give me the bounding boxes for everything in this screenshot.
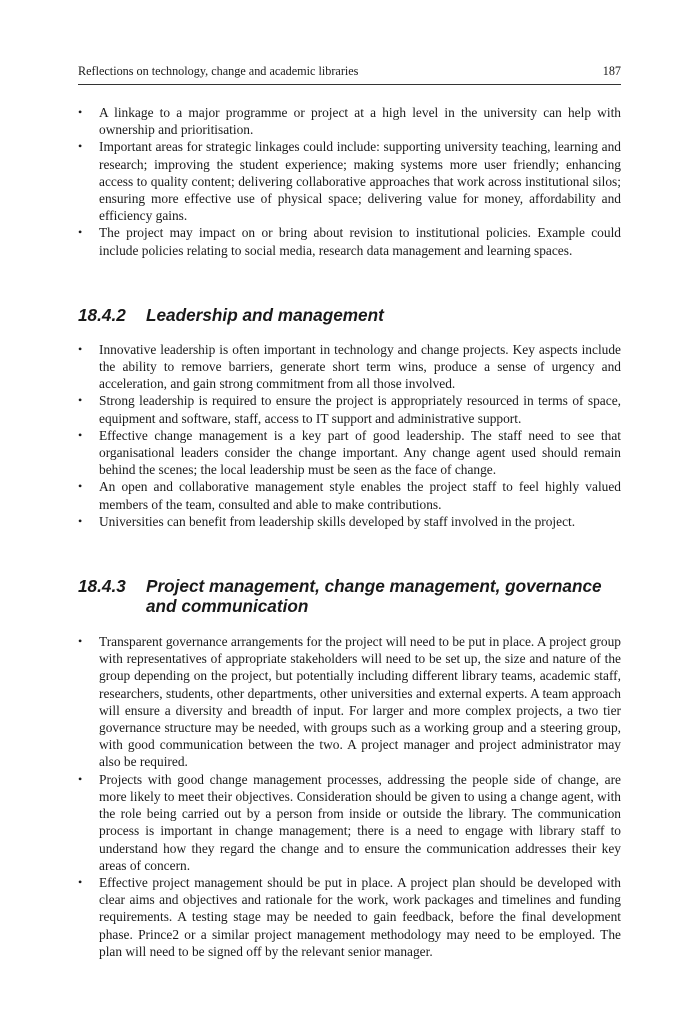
list-item: • The project may impact on or bring about revision to institutional policies. Example could include policies relating to social media, research data management and learning spaces. bbox=[78, 224, 621, 258]
section-number: 18.4.3 bbox=[78, 576, 126, 597]
list-item: • Effective project management should be put in place. A project plan should be developed with clear aims and objectives and rationale for the work, work packages and timelines and funding requirements. A testing stage may be needed to gain feedback, before the final development phase. Prince2 or a similar project management methodology may need to be employed. The plan will need to be signed off by the relevant senior manager. bbox=[78, 874, 621, 960]
section-number: 18.4.2 bbox=[78, 304, 126, 325]
section-heading-leadership bbox=[78, 305, 621, 325]
section-heading-project-management bbox=[78, 576, 621, 616]
list-item: • Transparent governance arrangements for the project will need to be put in place. A project group with representatives of appropriate stakeholders will need to be set up, the size and nature of the group depending on the project, but potentially including different library teams, academic staff, researchers, students, other departments, other universities and external experts. A team approach will ensure a diversity and breadth of input. For larger and more complex projects, a two tier governance structure may be needed, with groups such as a working group and a steering group, with good communication between the two. A project manager and project administrator may also be required. bbox=[78, 633, 621, 771]
list-item: • Innovative leadership is often important in technology and change projects. Key aspects include the ability to remove barriers, generate short term wins, produce a sense of urgency and acceleration, and gain strong commitment from all those involved. bbox=[78, 341, 621, 393]
leadership-bullet-list bbox=[78, 341, 621, 530]
project-management-bullet-list bbox=[78, 633, 621, 960]
list-item: • Important areas for strategic linkages could include: supporting university teaching, learning and research; improving the student experience; making systems more user friendly; enhancing access to quality content; delivering collaborative approaches that work across institutional silos; ensuring more effective use of physical space; delivering value for money, affordability and efficiency gains. bbox=[78, 138, 621, 224]
list-item: • Strong leadership is required to ensure the project is appropriately resourced in terms of space, equipment and software, staff, access to IT support and administrative support. bbox=[78, 392, 621, 426]
section-title: Leadership and management bbox=[146, 304, 384, 325]
running-head-title: Reflections on technology, change and academic libraries bbox=[78, 64, 359, 78]
section-title: Project management, change management, governance and communication bbox=[146, 576, 602, 617]
list-item: • A linkage to a major programme or project at a high level in the university can help with ownership and prioritisation. bbox=[78, 104, 621, 138]
list-item: • Universities can benefit from leadership skills developed by staff involved in the project. bbox=[78, 513, 621, 530]
list-item: • Projects with good change management processes, addressing the people side of change, are more likely to meet their objectives. Consideration should be given to using a change agent, with the role being carried out by a person from inside or outside the library. The communication process is important in change management; there is a need to engage with library staff to understand how they regard the change and to ensure the communication addresses their key areas of concern. bbox=[78, 771, 621, 874]
page-number: 187 bbox=[602, 64, 621, 78]
list-item: • Effective change management is a key part of good leadership. The staff need to see that organisational leaders consider the change important. Any change agent used should remain behind the scenes; the local leadership must be seen as the face of change. bbox=[78, 427, 621, 479]
running-head bbox=[78, 64, 621, 85]
page-content bbox=[78, 104, 621, 960]
intro-bullet-list bbox=[78, 104, 621, 259]
list-item: • An open and collaborative management style enables the project staff to feel highly valued members of the team, consulted and able to make contributions. bbox=[78, 478, 621, 512]
